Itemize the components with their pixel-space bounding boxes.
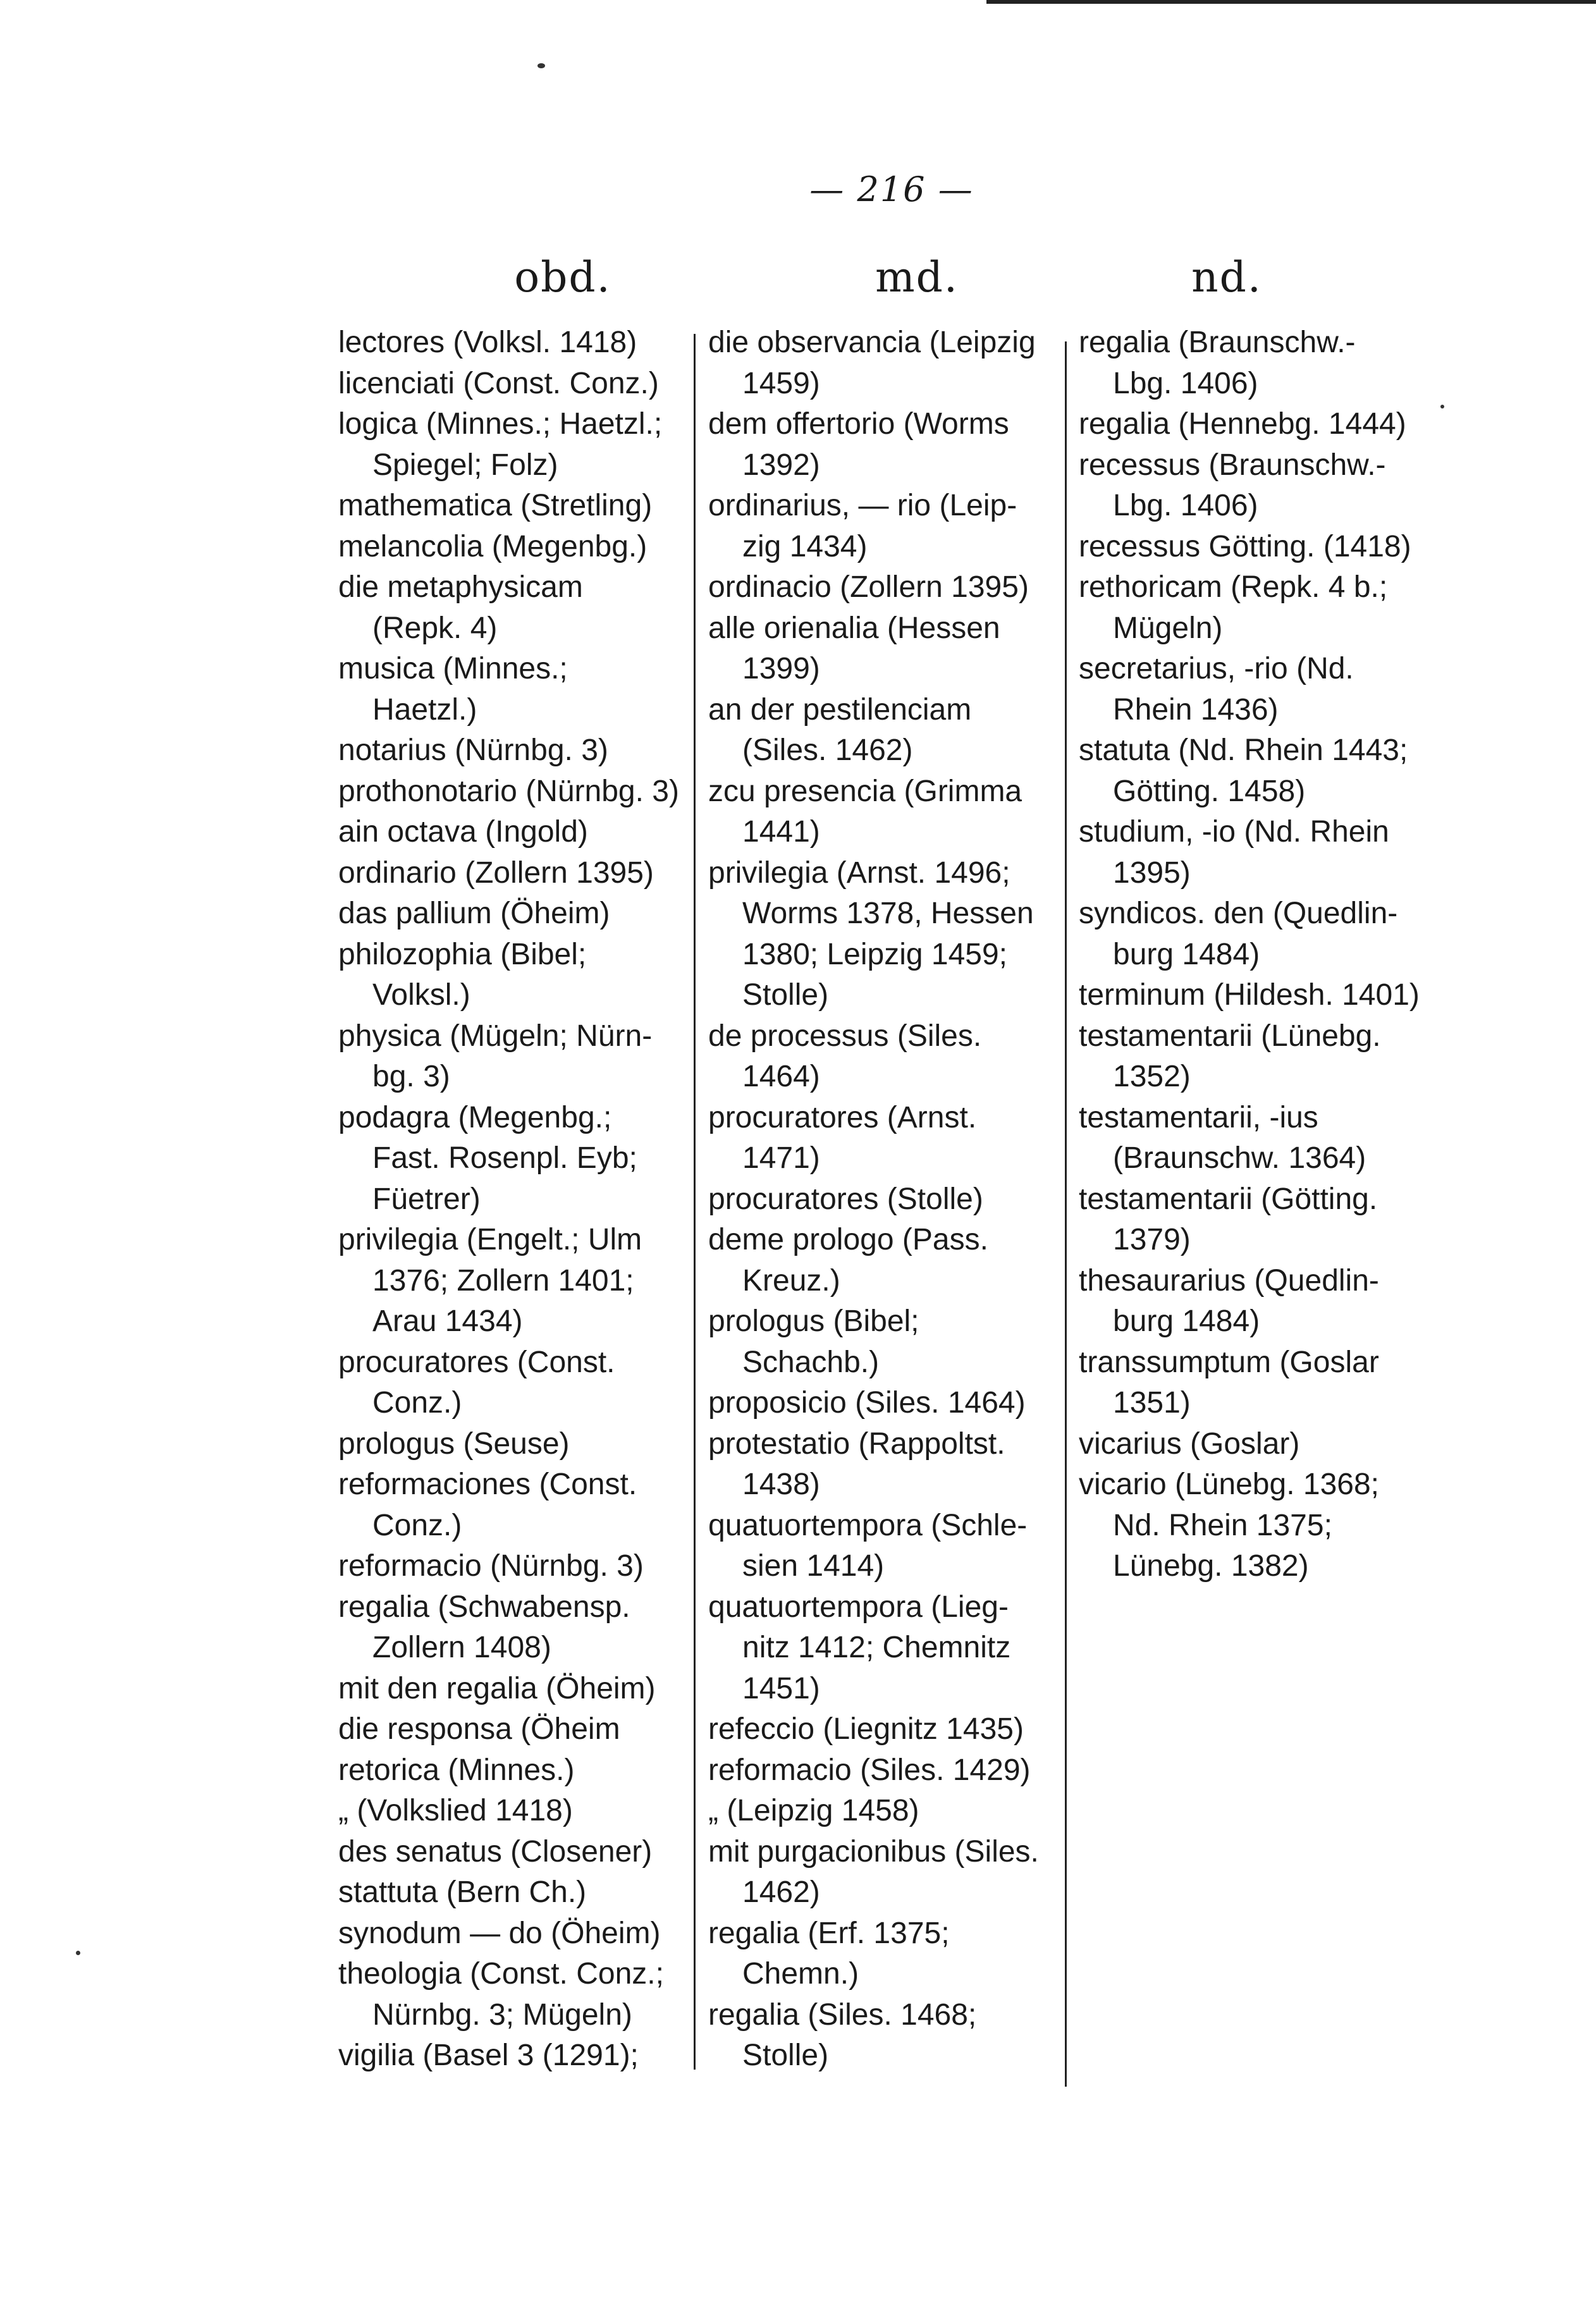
index-entry	[708, 1424, 1062, 1506]
index-entry	[338, 1464, 683, 1546]
entry-line: thesaurarius (Quedlin-	[1079, 1263, 1379, 1298]
entry-continuation: 1352)	[1113, 1060, 1191, 1093]
index-entry	[708, 608, 1062, 690]
entry-line: notarius (Nürnbg. 3)	[338, 733, 608, 767]
entry-continuation: Worms 1378, Hessen	[742, 897, 1034, 930]
index-entry	[708, 1791, 1062, 1832]
index-entry	[708, 1995, 1062, 2077]
entry-continuation: Füetrer)	[372, 1182, 481, 1216]
index-entry	[1079, 1098, 1433, 1179]
index-entry	[338, 1669, 683, 1710]
index-entry	[708, 1913, 1062, 1995]
entry-continuation: Stolle)	[742, 2039, 829, 2072]
index-entry	[338, 2035, 683, 2077]
entry-continuation: 1399)	[742, 652, 820, 685]
column-heading-nd: nd.	[1191, 253, 1262, 302]
entry-line: recessus (Braunschw.-	[1079, 448, 1386, 482]
entry-line: procuratores (Stolle)	[708, 1182, 983, 1216]
entry-line: „ (Leipzig 1458)	[708, 1794, 919, 1827]
entry-continuation: Conz.)	[372, 1508, 462, 1542]
entry-continuation: Chemn.)	[742, 1957, 859, 1991]
column-divider	[1065, 341, 1067, 2087]
index-entry	[708, 404, 1062, 486]
entry-continuation: Nd. Rhein 1375;	[1113, 1508, 1332, 1542]
entry-continuation: Conz.)	[372, 1386, 462, 1420]
entry-continuation: (Siles. 1462)	[742, 733, 913, 767]
index-entry	[1079, 1424, 1433, 1465]
entry-line: refeccio (Liegnitz 1435)	[708, 1712, 1024, 1746]
entry-continuation: burg 1484)	[1113, 937, 1260, 971]
index-entry	[708, 1016, 1062, 1098]
index-entry	[1079, 404, 1433, 445]
entry-line: proposicio (Siles. 1464)	[708, 1386, 1026, 1420]
index-entry	[338, 1098, 683, 1220]
index-entry	[338, 1913, 683, 1955]
column-divider	[694, 334, 696, 2070]
entry-line: des senatus (Closener)	[338, 1834, 653, 1869]
entry-line: protestatio (Rappoltst.	[708, 1427, 1005, 1461]
entry-line: de processus (Siles.	[708, 1019, 982, 1053]
entry-line: recessus Götting. (1418)	[1079, 529, 1411, 563]
index-entry	[338, 1709, 683, 1750]
index-entry	[708, 322, 1062, 404]
entry-line: regalia (Hennebg. 1444)	[1079, 407, 1406, 441]
index-entry	[1079, 322, 1433, 404]
entry-continuation: Fast. Rosenpl. Eyb;	[372, 1141, 637, 1175]
entry-line: alle orienalia (Hessen	[708, 611, 1000, 645]
entry-line: logica (Minnes.; Haetzl.;	[338, 407, 663, 441]
ink-speck	[76, 1951, 80, 1955]
entry-continuation: Haetzl.)	[372, 692, 477, 727]
entry-line: testamentarii (Lünebg.	[1079, 1019, 1381, 1053]
index-entry	[708, 1220, 1062, 1301]
entry-continuation: zig 1434)	[742, 529, 868, 563]
index-entry	[708, 1832, 1062, 1913]
page-number: — 216 —	[809, 169, 974, 209]
index-entry	[338, 1220, 683, 1342]
entry-line: stattuta (Bern Ch.)	[338, 1875, 587, 1909]
entry-line: transsumptum (Goslar	[1079, 1345, 1379, 1379]
entry-continuation: 1438)	[742, 1468, 820, 1501]
index-entry	[338, 322, 683, 364]
entry-line: philozophia (Bibel;	[338, 937, 587, 971]
entry-line: vicario (Lünebg. 1368;	[1079, 1468, 1379, 1501]
index-entry	[708, 486, 1062, 567]
entry-line: die observancia (Leipzig	[708, 326, 1036, 359]
index-entry	[338, 527, 683, 568]
entry-line: ordinacio (Zollern 1395)	[708, 570, 1029, 604]
entry-continuation: 1379)	[1113, 1223, 1191, 1256]
scan-top-edge	[986, 0, 1596, 4]
index-entry	[338, 567, 683, 649]
entry-continuation: (Braunschw. 1364)	[1113, 1141, 1366, 1175]
entry-line: studium, -io (Nd. Rhein	[1079, 815, 1389, 849]
index-entry	[708, 1383, 1062, 1424]
entry-line: ordinarius, — rio (Leip-	[708, 489, 1017, 522]
entry-continuation: 1351)	[1113, 1386, 1191, 1420]
entry-continuation: Rhein 1436)	[1113, 692, 1279, 727]
entry-continuation: 1392)	[742, 448, 820, 482]
column-md	[708, 322, 1062, 2077]
entry-line: das pallium (Öheim)	[338, 897, 610, 930]
entry-line: „ (Volkslied 1418)	[338, 1794, 573, 1827]
index-entry	[708, 567, 1062, 608]
column-nd	[1079, 322, 1433, 1587]
index-entry	[338, 730, 683, 771]
entry-line: ain octava (Ingold)	[338, 815, 588, 849]
entry-line: secretarius, -rio (Nd.	[1079, 652, 1354, 685]
entry-line: prologus (Seuse)	[338, 1427, 570, 1461]
entry-line: vicarius (Goslar)	[1079, 1427, 1300, 1461]
index-entry	[708, 1587, 1062, 1710]
entry-line: testamentarii (Götting.	[1079, 1182, 1378, 1216]
index-entry	[1079, 527, 1433, 568]
entry-line: privilegia (Arnst. 1496;	[708, 856, 1010, 890]
index-entry	[338, 1342, 683, 1424]
index-entry	[1079, 445, 1433, 527]
entry-line: terminum (Hildesh. 1401)	[1079, 978, 1420, 1012]
entry-continuation: Lbg. 1406)	[1113, 489, 1258, 522]
index-entry	[338, 1016, 683, 1098]
entry-line: procuratores (Arnst.	[708, 1100, 977, 1134]
entry-continuation: 1451)	[742, 1671, 820, 1705]
entry-line: reformacio (Nürnbg. 3)	[338, 1549, 644, 1583]
entry-line: physica (Mügeln; Nürn-	[338, 1019, 653, 1053]
index-entry	[1079, 567, 1433, 649]
index-entry	[708, 1709, 1062, 1750]
entry-continuation: 1471)	[742, 1141, 820, 1175]
entry-continuation: Lbg. 1406)	[1113, 366, 1258, 400]
entry-line: statuta (Nd. Rhein 1443;	[1079, 733, 1408, 767]
index-entry	[708, 1750, 1062, 1791]
entry-line: regalia (Braunschw.-	[1079, 326, 1356, 359]
entry-line: podagra (Megenbg.;	[338, 1100, 612, 1134]
entry-continuation: Stolle)	[742, 978, 829, 1012]
index-entry	[338, 1424, 683, 1465]
index-entry	[338, 1546, 683, 1587]
index-entry	[338, 812, 683, 853]
entry-continuation: Mügeln)	[1113, 611, 1223, 645]
entry-line: syndicos. den (Quedlin-	[1079, 897, 1398, 930]
index-entry	[708, 690, 1062, 771]
entry-continuation: 1462)	[742, 1875, 820, 1909]
entry-line: mathematica (Stretling)	[338, 489, 653, 522]
entry-line: regalia (Erf. 1375;	[708, 1916, 950, 1950]
entry-line: quatuortempora (Schle-	[708, 1508, 1028, 1542]
index-entry	[708, 1179, 1062, 1220]
index-entry	[338, 1791, 683, 1832]
entry-line: vigilia (Basel 3 (1291);	[338, 2039, 639, 2072]
column-heading-md: md.	[875, 253, 959, 302]
entry-line: procuratores (Const.	[338, 1345, 615, 1379]
index-entry	[708, 1301, 1062, 1383]
entry-continuation: Volksl.)	[372, 978, 470, 1012]
index-entry	[708, 771, 1062, 853]
entry-line: ordinario (Zollern 1395)	[338, 856, 654, 890]
entry-line: retorica (Minnes.)	[338, 1753, 575, 1787]
entry-line: melancolia (Megenbg.)	[338, 529, 648, 563]
entry-line: mit den regalia (Öheim)	[338, 1671, 656, 1705]
entry-continuation: Arau 1434)	[372, 1304, 523, 1338]
entry-line: reformaciones (Const.	[338, 1468, 637, 1501]
entry-line: regalia (Siles. 1468;	[708, 1998, 977, 2032]
index-entry	[1079, 975, 1433, 1016]
entry-continuation: burg 1484)	[1113, 1304, 1260, 1338]
entry-continuation: nitz 1412; Chemnitz	[742, 1631, 1011, 1664]
index-entry	[338, 364, 683, 405]
entry-line: synodum — do (Öheim)	[338, 1916, 661, 1950]
entry-line: prothonotario (Nürnbg. 3)	[338, 774, 679, 808]
entry-continuation: Schachb.)	[742, 1345, 880, 1379]
index-entry	[1079, 1016, 1433, 1098]
entry-line: rethoricam (Repk. 4 b.;	[1079, 570, 1388, 604]
index-entry	[1079, 1464, 1433, 1587]
entry-line: testamentarii, -ius	[1079, 1100, 1318, 1134]
index-entry	[338, 1872, 683, 1913]
entry-continuation: Zollern 1408)	[372, 1631, 551, 1664]
entry-continuation: sien 1414)	[742, 1549, 885, 1583]
entry-line: privilegia (Engelt.; Ulm	[338, 1223, 642, 1256]
entry-continuation: 1395)	[1113, 856, 1191, 890]
entry-continuation: 1376; Zollern 1401;	[372, 1263, 634, 1298]
entry-line: mit purgacionibus (Siles.	[708, 1834, 1039, 1869]
index-entry	[1079, 649, 1433, 730]
index-entry	[1079, 812, 1433, 893]
ink-speck	[1440, 405, 1444, 408]
index-entry	[338, 935, 683, 1016]
index-entry	[1079, 1179, 1433, 1261]
entry-line: lectores (Volksl. 1418)	[338, 326, 637, 359]
index-entry	[338, 1954, 683, 2035]
entry-continuation: Götting. 1458)	[1113, 774, 1306, 808]
entry-line: die metaphysicam	[338, 570, 583, 604]
column-heading-obd: obd.	[514, 253, 611, 302]
index-entry	[708, 853, 1062, 1016]
entry-continuation: Nürnbg. 3; Mügeln)	[372, 1998, 632, 2032]
index-entry	[338, 853, 683, 894]
index-entry	[338, 1587, 683, 1669]
entry-continuation: Kreuz.)	[742, 1263, 840, 1298]
index-entry	[1079, 893, 1433, 975]
entry-line: theologia (Const. Conz.;	[338, 1957, 664, 1991]
index-entry	[338, 771, 683, 813]
entry-line: quatuortempora (Lieg-	[708, 1590, 1009, 1624]
entry-line: an der pestilenciam	[708, 692, 972, 727]
index-entry	[338, 649, 683, 730]
index-entry	[708, 1098, 1062, 1179]
index-entry	[338, 1750, 683, 1791]
entry-continuation: Spiegel; Folz)	[372, 448, 558, 482]
index-entry	[1079, 1261, 1433, 1342]
index-entry	[1079, 1342, 1433, 1424]
entry-line: regalia (Schwabensp.	[338, 1590, 630, 1624]
entry-line: musica (Minnes.;	[338, 652, 568, 685]
index-entry	[708, 1506, 1062, 1587]
index-entry	[338, 893, 683, 935]
entry-continuation: 1441)	[742, 815, 820, 849]
entry-line: reformacio (Siles. 1429)	[708, 1753, 1031, 1787]
entry-continuation: 1459)	[742, 366, 820, 400]
ink-speck	[537, 63, 545, 68]
entry-continuation: (Repk. 4)	[372, 611, 498, 645]
entry-line: dem offertorio (Worms	[708, 407, 1009, 441]
index-entry	[1079, 730, 1433, 812]
entry-continuation: bg. 3)	[372, 1060, 450, 1093]
entry-continuation: 1464)	[742, 1060, 820, 1093]
entry-line: die responsa (Öheim	[338, 1712, 620, 1746]
entry-continuation: Lünebg. 1382)	[1113, 1549, 1309, 1583]
entry-line: zcu presencia (Grimma	[708, 774, 1022, 808]
entry-line: deme prologo (Pass.	[708, 1223, 988, 1256]
index-entry	[338, 404, 683, 486]
entry-line: licenciati (Const. Conz.)	[338, 366, 659, 400]
entry-continuation: 1380; Leipzig 1459;	[742, 937, 1008, 971]
column-obd	[338, 322, 683, 2077]
index-entry	[338, 1832, 683, 1873]
entry-line: prologus (Bibel;	[708, 1304, 919, 1338]
index-entry	[338, 486, 683, 527]
